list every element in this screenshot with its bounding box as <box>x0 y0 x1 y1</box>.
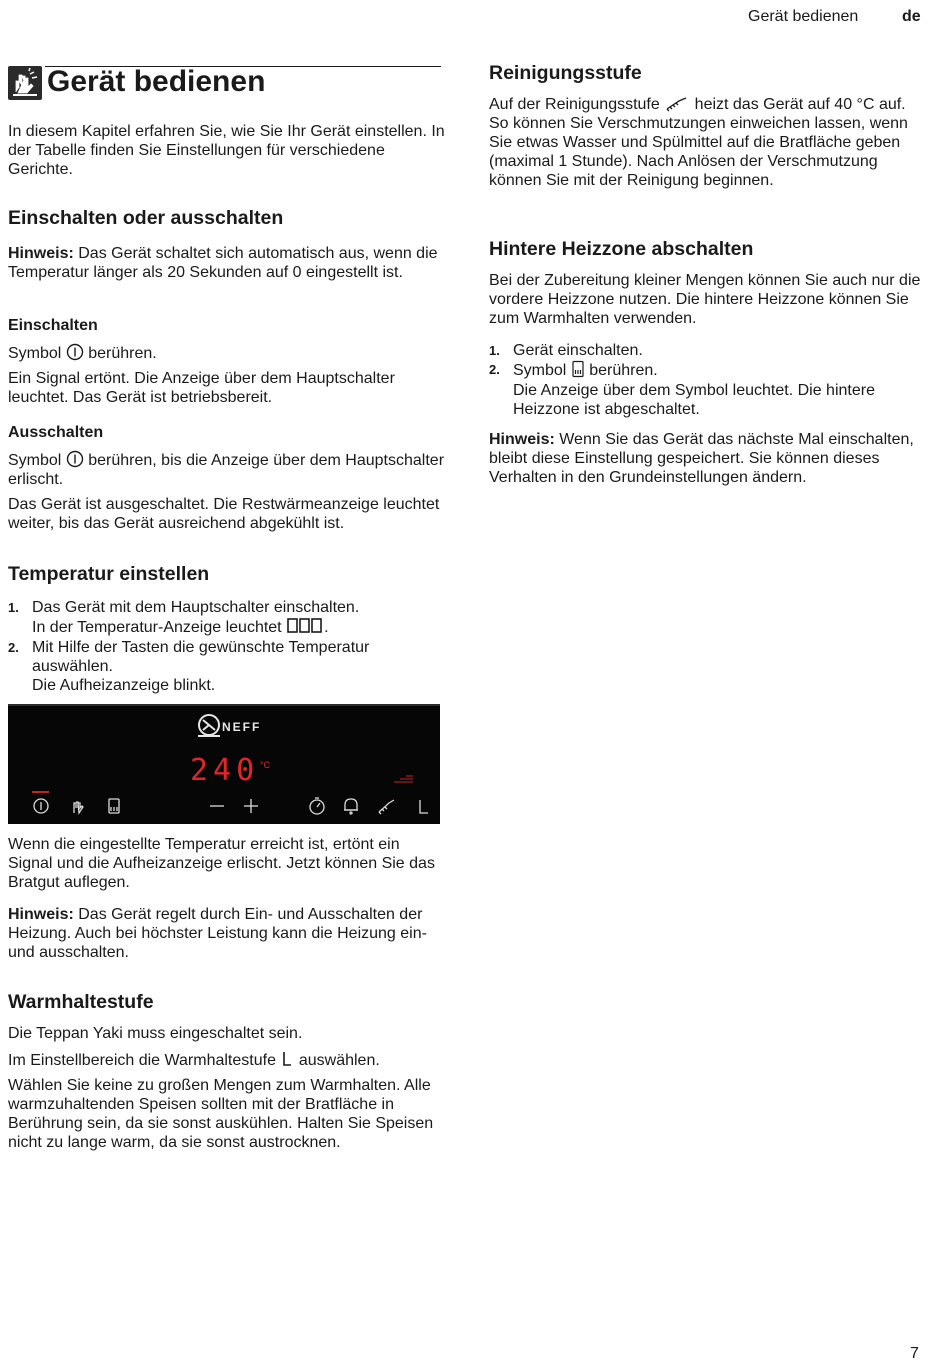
step-text: Das Gerät mit dem Hauptschalter einschalten. <box>32 599 360 616</box>
keep-warm-icon <box>280 1050 294 1068</box>
note-text: Das Gerät regelt durch Ein- und Ausschalten der Heizung. Auch bei höchster Leistung kann die Heizung ein- und ausschalten. <box>8 906 427 961</box>
step-text-a: In der Temperatur-Anzeige leuchtet <box>32 619 287 637</box>
language-code: de <box>902 8 921 25</box>
cleaning-text <box>489 95 929 190</box>
onoff-note <box>8 244 448 282</box>
section-heading-cleaning: Reinigungsstufe <box>489 62 642 84</box>
step-text <box>32 617 448 637</box>
list-item <box>8 638 448 696</box>
note-label: Hinweis: <box>8 245 74 262</box>
temperature-after-text: Wenn die eingestellte Temperatur erreicht ist, ertönt ein Signal und die Aufheizanzeige erlischt. Jetzt können Sie das Bratgut auflegen. <box>8 836 435 891</box>
warm-p3: Wählen Sie keine zu großen Mengen zum Warmhalten. Alle warmzuhaltenden Speisen sollten mit der Bratfläche in Berührung sein, da sie sonst auskühlen. Halten Sie Speisen nicht zu lange warm, da sie sonst austrocknen. <box>8 1077 434 1151</box>
step-result: Die Anzeige über dem Symbol leuchtet. Die hintere Heizzone ist abgeschaltet. <box>513 381 875 418</box>
subheading-on: Einschalten <box>8 317 98 334</box>
step-number: 2. <box>489 362 500 378</box>
warm-p2-text-a: Im Einstellbereich die Warmhaltestufe <box>8 1052 281 1069</box>
on-result: Ein Signal ertönt. Die Anzeige über dem Hauptschalter leuchtet. Das Gerät ist betriebsbereit. <box>8 370 395 406</box>
cleaning-text-a: Auf der Reinigungsstufe <box>489 96 665 113</box>
step-text-a: Symbol <box>513 362 571 380</box>
section-heading-onoff: Einschalten oder ausschalten <box>8 207 284 229</box>
running-header-title: Gerät bedienen <box>748 8 859 25</box>
note-text: Wenn Sie das Gerät das nächste Mal einschalten, bleibt diese Einstellung gespeichert. Sie können dieses Verhalten in den Grundeinstellungen ändern. <box>489 431 914 486</box>
on-step <box>8 343 448 363</box>
off-step-text-b: berühren, bis die Anzeige über dem Hauptschalter erlischt. <box>8 452 445 488</box>
rear-zone-icon <box>571 360 585 378</box>
step-text-b: . <box>324 619 329 637</box>
off-step <box>8 450 448 489</box>
operating-hand-icon <box>8 66 42 100</box>
list-item <box>489 360 929 419</box>
power-icon <box>66 343 84 361</box>
page-number: 7 <box>910 1345 919 1362</box>
step-text <box>513 360 929 380</box>
step-number: 1. <box>489 343 500 358</box>
step-text: Gerät einschalten. <box>513 342 643 359</box>
step-number: 1. <box>8 600 19 615</box>
power-icon <box>66 450 84 468</box>
temperature-unit: °C <box>260 760 271 770</box>
rearzone-p1: Bei der Zubereitung kleiner Mengen können Sie auch nur die vordere Heizzone nutzen. Die hintere Heizzone können Sie zum Warmhalten verwenden. <box>489 272 921 327</box>
note-label: Hinweis: <box>489 431 555 448</box>
warm-p2-text-b: auswählen. <box>294 1052 380 1069</box>
step-text-b: berühren. <box>584 362 658 380</box>
cleaning-text-b: heizt das Gerät auf 40 °C auf. So können Sie Verschmutzungen einweichen lassen, wenn Sie etwas Wasser und Spülmittel auf die Bratfläche geben (maximal 1 Stunde). Nach Anlösen der Verschmutzung können Sie mit der Reinigung beginnen. <box>489 96 908 189</box>
warm-p2 <box>8 1050 448 1070</box>
cleaning-icon <box>664 96 690 112</box>
brand-text: NEFF <box>222 720 262 734</box>
rearzone-steps <box>489 341 929 419</box>
temperature-note <box>8 905 448 962</box>
chapter-intro: In diesem Kapitel erfahren Sie, wie Sie Ihr Gerät einstellen. In der Tabelle finden Sie Einstellungen für verschiedene Gerichte. <box>8 123 445 178</box>
note-text: Das Gerät schaltet sich automatisch aus, wenn die Temperatur länger als 20 Sekunden auf 0 eingestellt ist. <box>8 245 438 281</box>
on-step-text-a: Symbol <box>8 345 66 362</box>
warm-p1: Die Teppan Yaki muss eingeschaltet sein. <box>8 1025 303 1042</box>
list-item <box>8 598 448 638</box>
chapter-title: Gerät bedienen <box>47 65 266 98</box>
off-step-text-a: Symbol <box>8 452 66 469</box>
step-text: Mit Hilfe der Tasten die gewünschte Temperatur auswählen. <box>32 638 370 675</box>
off-result: Das Gerät ist ausgeschaltet. Die Restwärmeanzeige leuchtet weiter, bis das Gerät ausreichend abgekühlt ist. <box>8 496 440 532</box>
temperature-display: 240 <box>190 753 260 788</box>
section-heading-rearzone: Hintere Heizzone abschalten <box>489 238 754 260</box>
section-heading-warm: Warmhaltestufe <box>8 991 154 1013</box>
three-zeros-display-icon <box>286 617 324 635</box>
main-switch-indicator <box>32 791 49 793</box>
subheading-off: Ausschalten <box>8 424 104 441</box>
step-result: Die Aufheizanzeige blinkt. <box>32 677 216 695</box>
temperature-steps <box>8 598 448 695</box>
note-label: Hinweis: <box>8 906 74 923</box>
rearzone-note <box>489 430 929 487</box>
control-panel-illustration <box>8 704 440 824</box>
list-item <box>489 341 929 360</box>
on-step-text-b: berühren. <box>83 345 157 362</box>
step-number: 2. <box>8 639 19 655</box>
section-heading-temperature: Temperatur einstellen <box>8 563 210 585</box>
